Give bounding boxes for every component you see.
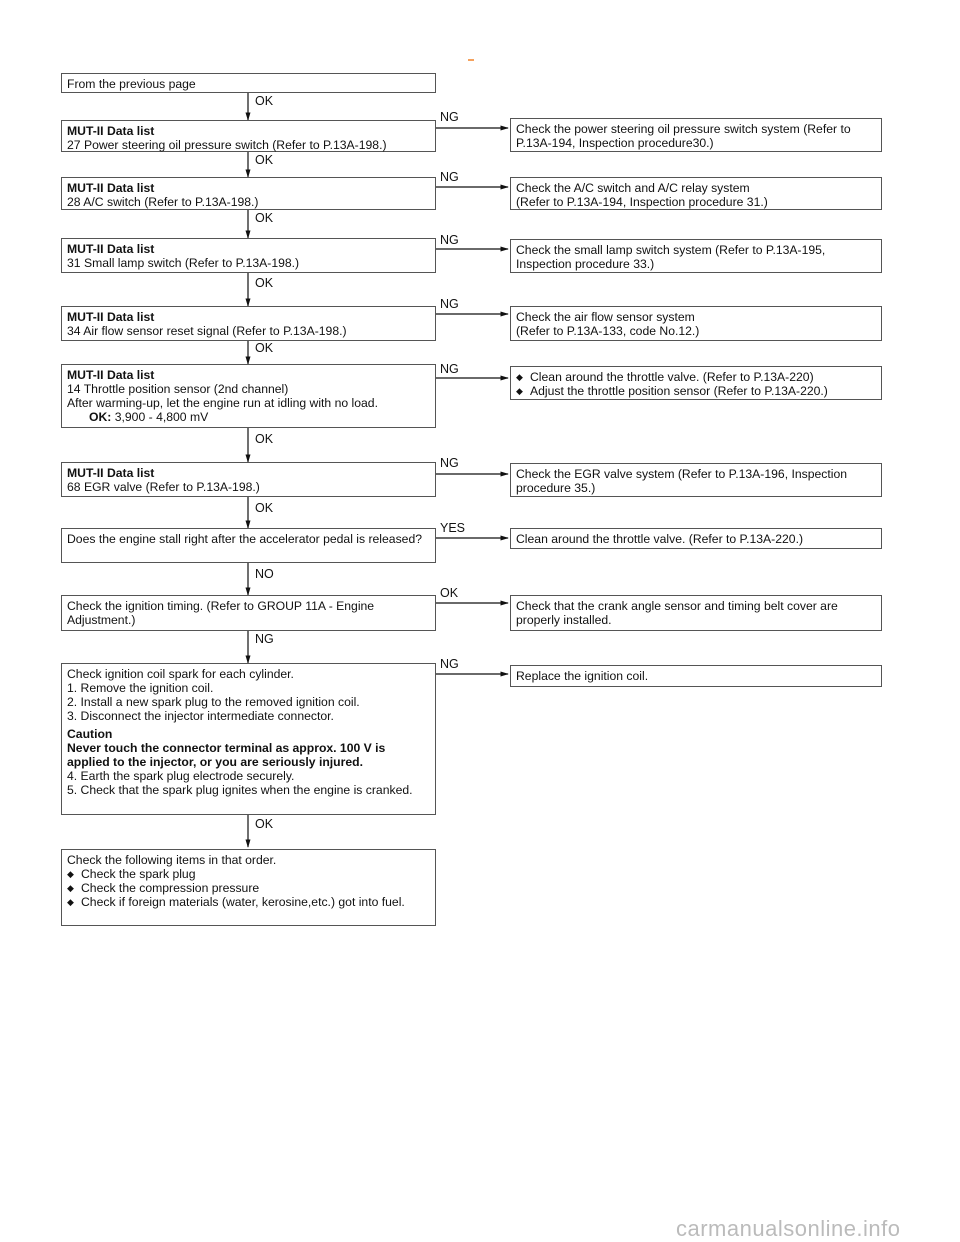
result-text: Check the air flow sensor system [516,310,695,324]
branch-label: OK [440,586,459,600]
result-text: Clean around the throttle valve. (Refer to P.13A-220.) [516,532,804,546]
procedure-step: 1. Remove the ignition coil. [67,681,214,695]
result-text: Replace the ignition coil. [516,669,649,683]
result-box-egr [510,463,882,497]
result-text: Inspection procedure 33.) [516,257,655,271]
step-text: After warming-up, let the engine run at idling with no load. [67,396,378,410]
branch-label: NG [440,170,459,184]
step-heading: MUT-II Data list [67,368,155,382]
result-item: ◆ Clean around the throttle valve. (Refer to P.13A-220) [516,370,814,384]
step-heading: MUT-II Data list [67,242,155,256]
caution-text: Never touch the connector terminal as approx. 100 V is applied to the injector, or you are seriously injured. [67,741,386,769]
step-box-throttle-position [61,364,436,428]
step-text: 68 EGR valve (Refer to P.13A-198.) [67,480,260,494]
step-box-small-lamp [61,238,436,273]
result-box-air-flow [510,306,882,341]
step-heading: MUT-II Data list [67,124,155,138]
step-text: 27 Power steering oil pressure switch (Refer to P.13A-198.) [67,138,387,152]
result-box-clean-throttle [510,528,882,549]
procedure-step: 3. Disconnect the injector intermediate connector. [67,709,334,723]
down-label: OK [255,211,274,225]
check-item: ◆ Check the spark plug [67,867,196,881]
result-box-ac-switch [510,177,882,210]
step-box-air-flow [61,306,436,341]
step-text: Does the engine stall right after the accelerator pedal is released? [67,532,423,546]
branch-label: NG [440,297,459,311]
branch-label: NG [440,456,459,470]
branch-label: NG [440,657,459,671]
caution-title: Caution [67,727,113,741]
branch-label: YES [440,521,466,535]
down-label: OK [255,153,274,167]
ok-spec [67,410,430,424]
procedure-step: 2. Install a new spark plug to the removed ignition coil. [67,695,360,709]
step-text: 14 Throttle position sensor (2nd channel) [67,382,289,396]
result-box-crank-sensor [510,595,882,631]
watermark: carmanualsonline.info [676,1216,901,1241]
step-box-final-checks [61,849,436,926]
result-box-throttle [510,366,882,400]
result-text: (Refer to P.13A-194, Inspection procedure 31.) [516,195,768,209]
check-item: ◆ Check the compression pressure [67,881,260,895]
down-label: OK [255,817,274,831]
step-text: Check ignition coil spark for each cylinder. [67,667,294,681]
step-text: From the previous page [67,77,196,91]
result-item: ◆ Adjust the throttle position sensor (Refer to P.13A-220.) [516,384,828,398]
step-text: Check the ignition timing. (Refer to GROUP 11A - Engine Adjustment.) [67,599,375,627]
step-text: 34 Air flow sensor reset signal (Refer to P.13A-198.) [67,324,347,338]
ok-spec-value: 3,900 - 4,800 mV [114,410,209,424]
down-label: OK [255,341,274,355]
down-label: NO [255,567,274,581]
step-text: 28 A/C switch (Refer to P.13A-198.) [67,195,259,209]
down-label: OK [255,276,274,290]
down-label: OK [255,501,274,515]
step-box-ignition-coil [61,663,436,815]
result-text: Check the small lamp switch system (Refer to P.13A-195, [516,243,826,257]
step-box-egr-valve [61,462,436,497]
branch-label: NG [440,233,459,247]
bullet-icon: ◆ [516,372,523,382]
result-text: (Refer to P.13A-133, code No.12.) [516,324,700,338]
step-box-ignition-timing [61,595,436,631]
bullet-icon: ◆ [516,386,523,396]
branch-label: NG [440,110,459,124]
result-box-replace-coil [510,665,882,687]
down-label: OK [255,432,274,446]
bullet-icon: ◆ [67,869,74,879]
procedure-step: 4. Earth the spark plug electrode securely. [67,769,295,783]
bullet-icon: ◆ [67,897,74,907]
down-label: NG [255,632,274,646]
down-label: OK [255,94,274,108]
result-text: Check that the crank angle sensor and timing belt cover are properly installed. [516,599,838,627]
branch-label: NG [440,362,459,376]
result-text: Check the EGR valve system (Refer to P.13A-196, Inspection procedure 35.) [516,467,848,495]
procedure-step: 5. Check that the spark plug ignites when the engine is cranked. [67,783,413,797]
step-box-engine-stall [61,528,436,563]
result-box-power-steering [510,118,882,152]
step-box-power-steering [61,120,436,152]
step-box-previous-page [61,73,436,93]
check-item: ◆ Check if foreign materials (water, kerosine,etc.) got into fuel. [67,895,405,909]
bullet-icon: ◆ [67,883,74,893]
step-heading: MUT-II Data list [67,181,155,195]
step-text: 31 Small lamp switch (Refer to P.13A-198.) [67,256,300,270]
step-heading: MUT-II Data list [67,466,155,480]
step-text: Check the following items in that order. [67,853,277,867]
step-box-ac-switch [61,177,436,210]
result-box-small-lamp [510,239,882,273]
step-heading: MUT-II Data list [67,310,155,324]
ok-spec-label: OK: [89,410,112,424]
result-text: Check the power steering oil pressure switch system (Refer to P.13A-194, Inspection procedure30.) [516,122,851,150]
result-text: Check the A/C switch and A/C relay system [516,181,750,195]
